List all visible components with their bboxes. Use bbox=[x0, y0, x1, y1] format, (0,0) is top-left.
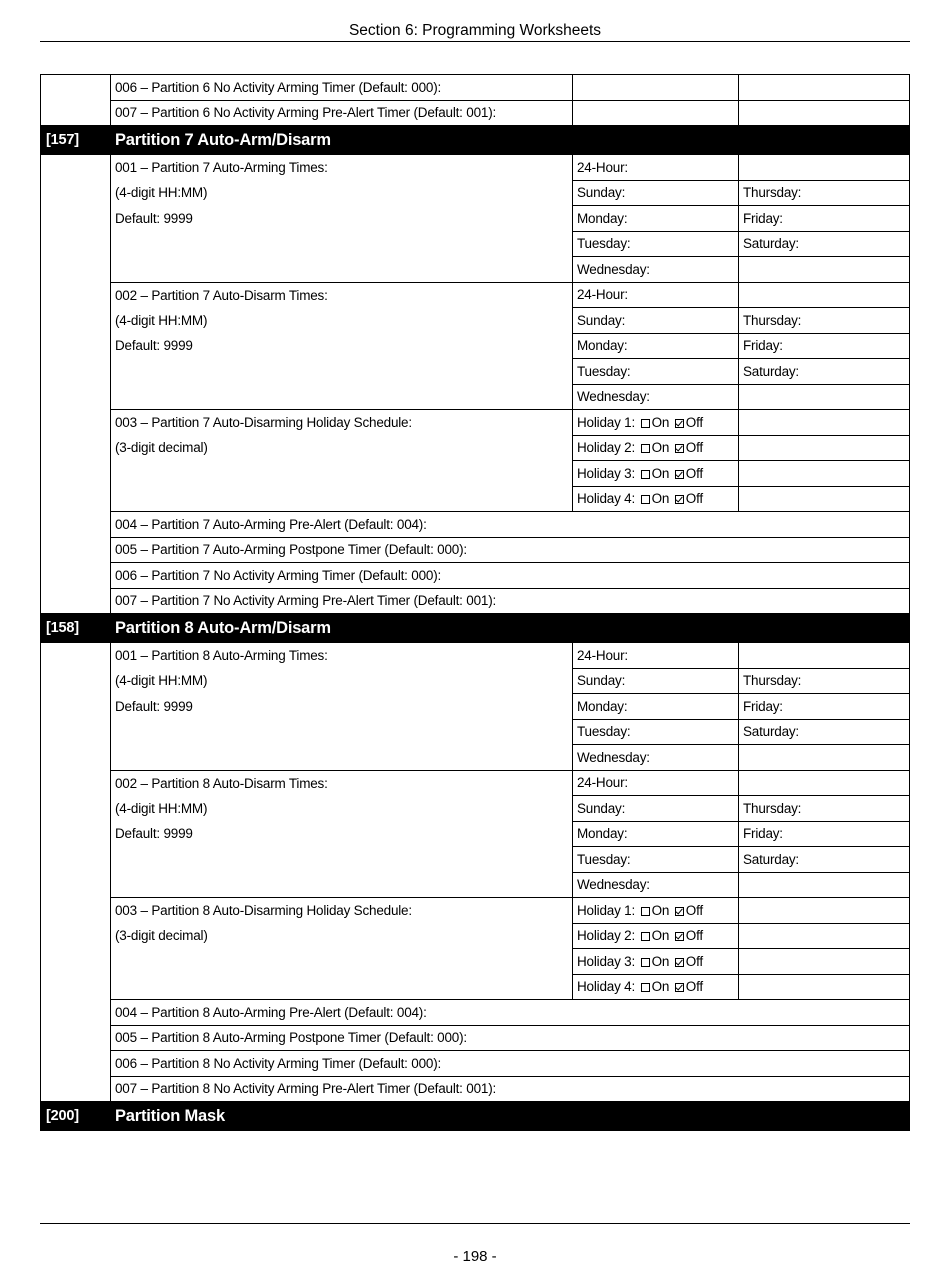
h24-field[interactable]: 24-Hour: bbox=[573, 155, 739, 181]
programming-worksheet-table bbox=[40, 74, 910, 1131]
friday-field[interactable]: Friday: bbox=[739, 821, 910, 847]
row-label: 007 – Partition 6 No Activity Arming Pre-Alert Timer (Default: 001): bbox=[111, 100, 573, 126]
section-code-cell bbox=[41, 872, 111, 898]
section-code-cell bbox=[41, 821, 111, 847]
section-code-cell bbox=[41, 588, 111, 614]
holiday-1-field[interactable] bbox=[573, 410, 739, 436]
tuesday-field[interactable]: Tuesday: bbox=[573, 359, 739, 385]
item-note bbox=[111, 974, 573, 1000]
monday-field[interactable]: Monday: bbox=[573, 206, 739, 232]
off-label: Off bbox=[685, 902, 703, 918]
wednesday-field[interactable]: Wednesday: bbox=[573, 257, 739, 283]
holiday-label: Holiday 1: bbox=[577, 414, 636, 430]
table-row bbox=[41, 588, 910, 614]
section-title: Partition 8 Auto-Arm/Disarm bbox=[111, 614, 910, 643]
row-label: 007 – Partition 7 No Activity Arming Pre-Alert Timer (Default: 001): bbox=[111, 588, 910, 614]
blank-field[interactable] bbox=[739, 770, 910, 796]
table-row bbox=[41, 643, 910, 669]
table-row bbox=[41, 745, 910, 771]
table-row bbox=[41, 231, 910, 257]
item-note: Default: 9999 bbox=[111, 206, 573, 232]
on-checkbox-icon[interactable] bbox=[641, 983, 650, 992]
monday-field[interactable]: Monday: bbox=[573, 821, 739, 847]
entry-field[interactable] bbox=[739, 486, 910, 512]
section-code-cell bbox=[41, 719, 111, 745]
page-header-title: Section 6: Programming Worksheets bbox=[348, 22, 602, 39]
holiday-label: Holiday 4: bbox=[577, 979, 636, 995]
item-note bbox=[111, 231, 573, 257]
off-label: Off bbox=[685, 979, 703, 995]
section-code-cell bbox=[41, 796, 111, 822]
section-code-cell bbox=[41, 1025, 111, 1051]
off-label: Off bbox=[685, 440, 703, 456]
h24-field[interactable]: 24-Hour: bbox=[573, 643, 739, 669]
table-row bbox=[41, 770, 910, 796]
item-note: (4-digit HH:MM) bbox=[111, 180, 573, 206]
h24-field[interactable]: 24-Hour: bbox=[573, 770, 739, 796]
section-header-row bbox=[41, 126, 910, 155]
table-row bbox=[41, 1025, 910, 1051]
entry-field[interactable] bbox=[739, 949, 910, 975]
section-code-cell bbox=[41, 384, 111, 410]
on-label: On bbox=[651, 953, 670, 969]
off-checkbox-checked-icon[interactable] bbox=[675, 444, 684, 453]
holiday-label: Holiday 3: bbox=[577, 953, 636, 969]
item-note: Default: 9999 bbox=[111, 333, 573, 359]
section-code-cell bbox=[41, 359, 111, 385]
off-checkbox-checked-icon[interactable] bbox=[675, 907, 684, 916]
table-row bbox=[41, 257, 910, 283]
item-label: 003 – Partition 7 Auto-Disarming Holiday Schedule: bbox=[111, 410, 573, 436]
off-label: Off bbox=[685, 491, 703, 507]
table-row bbox=[41, 796, 910, 822]
on-checkbox-icon[interactable] bbox=[641, 419, 650, 428]
item-note bbox=[111, 847, 573, 873]
wednesday-field[interactable]: Wednesday: bbox=[573, 745, 739, 771]
blank-field[interactable] bbox=[739, 384, 910, 410]
section-code-cell bbox=[41, 923, 111, 949]
item-label: 002 – Partition 8 Auto-Disarm Times: bbox=[111, 770, 573, 796]
item-label: 001 – Partition 8 Auto-Arming Times: bbox=[111, 643, 573, 669]
row-label: 004 – Partition 8 Auto-Arming Pre-Alert (Default: 004): bbox=[111, 1000, 910, 1026]
section-code-cell bbox=[41, 282, 111, 308]
holiday-4-field[interactable] bbox=[573, 974, 739, 1000]
section-code-cell bbox=[41, 1051, 111, 1077]
thursday-field[interactable]: Thursday: bbox=[739, 308, 910, 334]
thursday-field[interactable]: Thursday: bbox=[739, 668, 910, 694]
table-row bbox=[41, 410, 910, 436]
item-note bbox=[111, 384, 573, 410]
saturday-field[interactable]: Saturday: bbox=[739, 359, 910, 385]
on-checkbox-icon[interactable] bbox=[641, 932, 650, 941]
off-checkbox-checked-icon[interactable] bbox=[675, 932, 684, 941]
section-code-cell bbox=[41, 308, 111, 334]
table-row bbox=[41, 719, 910, 745]
friday-field[interactable]: Friday: bbox=[739, 694, 910, 720]
blank-field[interactable] bbox=[739, 872, 910, 898]
entry-field[interactable] bbox=[573, 100, 739, 126]
header-rule bbox=[40, 41, 910, 42]
blank-field[interactable] bbox=[739, 155, 910, 181]
on-label: On bbox=[651, 414, 670, 430]
section-code-cell bbox=[41, 770, 111, 796]
section-code-cell bbox=[41, 257, 111, 283]
table-row bbox=[41, 1076, 910, 1102]
on-checkbox-icon[interactable] bbox=[641, 444, 650, 453]
holiday-4-field[interactable] bbox=[573, 486, 739, 512]
table-row bbox=[41, 100, 910, 126]
footer-rule bbox=[40, 1223, 910, 1224]
holiday-label: Holiday 4: bbox=[577, 491, 636, 507]
table-row bbox=[41, 75, 910, 101]
section-header-row bbox=[41, 614, 910, 643]
section-code: [157] bbox=[41, 126, 111, 155]
tuesday-field[interactable]: Tuesday: bbox=[573, 719, 739, 745]
table-row bbox=[41, 847, 910, 873]
holiday-label: Holiday 1: bbox=[577, 902, 636, 918]
on-label: On bbox=[651, 979, 670, 995]
item-note: Default: 9999 bbox=[111, 694, 573, 720]
section-code-cell bbox=[41, 155, 111, 181]
section-code-cell bbox=[41, 75, 111, 101]
table-row bbox=[41, 512, 910, 538]
row-label: 004 – Partition 7 Auto-Arming Pre-Alert (Default: 004): bbox=[111, 512, 910, 538]
entry-field[interactable] bbox=[739, 410, 910, 436]
blank-field[interactable] bbox=[739, 745, 910, 771]
section-code-cell bbox=[41, 180, 111, 206]
sunday-field[interactable]: Sunday: bbox=[573, 796, 739, 822]
blank-field[interactable] bbox=[739, 643, 910, 669]
table-row bbox=[41, 668, 910, 694]
item-note bbox=[111, 486, 573, 512]
holiday-1-field[interactable] bbox=[573, 898, 739, 924]
section-code-cell bbox=[41, 206, 111, 232]
entry-field[interactable] bbox=[739, 75, 910, 101]
table-row bbox=[41, 155, 910, 181]
row-label: 007 – Partition 8 No Activity Arming Pre-Alert Timer (Default: 001): bbox=[111, 1076, 910, 1102]
table-row bbox=[41, 384, 910, 410]
item-note: (4-digit HH:MM) bbox=[111, 308, 573, 334]
item-note bbox=[111, 745, 573, 771]
entry-field[interactable] bbox=[739, 461, 910, 487]
table-row bbox=[41, 974, 910, 1000]
holiday-3-field[interactable] bbox=[573, 949, 739, 975]
section-code-cell bbox=[41, 847, 111, 873]
on-label: On bbox=[651, 440, 670, 456]
h24-field[interactable]: 24-Hour: bbox=[573, 282, 739, 308]
entry-field[interactable] bbox=[739, 923, 910, 949]
off-label: Off bbox=[685, 928, 703, 944]
table-row bbox=[41, 898, 910, 924]
item-note: Default: 9999 bbox=[111, 821, 573, 847]
off-label: Off bbox=[685, 953, 703, 969]
item-note bbox=[111, 872, 573, 898]
section-code-cell bbox=[41, 512, 111, 538]
friday-field[interactable]: Friday: bbox=[739, 333, 910, 359]
section-code-cell bbox=[41, 410, 111, 436]
item-note bbox=[111, 461, 573, 487]
section-header-row bbox=[41, 1102, 910, 1131]
friday-field[interactable]: Friday: bbox=[739, 206, 910, 232]
entry-field[interactable] bbox=[573, 75, 739, 101]
section-code-cell bbox=[41, 333, 111, 359]
table-row bbox=[41, 333, 910, 359]
section-code-cell bbox=[41, 949, 111, 975]
on-checkbox-icon[interactable] bbox=[641, 495, 650, 504]
section-code-cell bbox=[41, 643, 111, 669]
section-title: Partition 7 Auto-Arm/Disarm bbox=[111, 126, 910, 155]
table-row bbox=[41, 872, 910, 898]
section-code-cell bbox=[41, 1000, 111, 1026]
item-note: (4-digit HH:MM) bbox=[111, 796, 573, 822]
table-row bbox=[41, 694, 910, 720]
table-row bbox=[41, 563, 910, 589]
table-row bbox=[41, 949, 910, 975]
entry-field[interactable] bbox=[739, 898, 910, 924]
tuesday-field[interactable]: Tuesday: bbox=[573, 231, 739, 257]
section-code-cell bbox=[41, 486, 111, 512]
saturday-field[interactable]: Saturday: bbox=[739, 231, 910, 257]
item-label: 003 – Partition 8 Auto-Disarming Holiday Schedule: bbox=[111, 898, 573, 924]
table-row bbox=[41, 1051, 910, 1077]
section-code-cell bbox=[41, 231, 111, 257]
section-code-cell bbox=[41, 537, 111, 563]
section-code-cell bbox=[41, 563, 111, 589]
sunday-field[interactable]: Sunday: bbox=[573, 668, 739, 694]
item-note bbox=[111, 719, 573, 745]
item-note bbox=[111, 359, 573, 385]
section-code-cell bbox=[41, 461, 111, 487]
section-code: [158] bbox=[41, 614, 111, 643]
row-label: 006 – Partition 7 No Activity Arming Timer (Default: 000): bbox=[111, 563, 910, 589]
holiday-2-field[interactable] bbox=[573, 435, 739, 461]
item-note: (3-digit decimal) bbox=[111, 923, 573, 949]
on-label: On bbox=[651, 465, 670, 481]
monday-field[interactable]: Monday: bbox=[573, 333, 739, 359]
table-row bbox=[41, 435, 910, 461]
saturday-field[interactable]: Saturday: bbox=[739, 847, 910, 873]
section-code-cell bbox=[41, 745, 111, 771]
tuesday-field[interactable]: Tuesday: bbox=[573, 847, 739, 873]
table-row bbox=[41, 359, 910, 385]
item-note bbox=[111, 949, 573, 975]
on-checkbox-icon[interactable] bbox=[641, 958, 650, 967]
row-label: 005 – Partition 8 Auto-Arming Postpone Timer (Default: 000): bbox=[111, 1025, 910, 1051]
table-row bbox=[41, 537, 910, 563]
section-code-cell bbox=[41, 435, 111, 461]
item-note: (4-digit HH:MM) bbox=[111, 668, 573, 694]
row-label: 005 – Partition 7 Auto-Arming Postpone Timer (Default: 000): bbox=[111, 537, 910, 563]
section-code-cell bbox=[41, 898, 111, 924]
sunday-field[interactable]: Sunday: bbox=[573, 308, 739, 334]
on-checkbox-icon[interactable] bbox=[641, 470, 650, 479]
off-label: Off bbox=[685, 465, 703, 481]
entry-field[interactable] bbox=[739, 100, 910, 126]
section-code-cell bbox=[41, 974, 111, 1000]
saturday-field[interactable]: Saturday: bbox=[739, 719, 910, 745]
table-row bbox=[41, 923, 910, 949]
entry-field[interactable] bbox=[739, 435, 910, 461]
item-label: 002 – Partition 7 Auto-Disarm Times: bbox=[111, 282, 573, 308]
row-label: 006 – Partition 8 No Activity Arming Timer (Default: 000): bbox=[111, 1051, 910, 1077]
table-row bbox=[41, 180, 910, 206]
thursday-field[interactable]: Thursday: bbox=[739, 796, 910, 822]
off-checkbox-checked-icon[interactable] bbox=[675, 495, 684, 504]
off-checkbox-checked-icon[interactable] bbox=[675, 470, 684, 479]
table-row bbox=[41, 486, 910, 512]
off-label: Off bbox=[685, 414, 703, 430]
section-code-cell bbox=[41, 668, 111, 694]
wednesday-field[interactable]: Wednesday: bbox=[573, 384, 739, 410]
holiday-label: Holiday 2: bbox=[577, 440, 636, 456]
holiday-label: Holiday 3: bbox=[577, 465, 636, 481]
table-row bbox=[41, 282, 910, 308]
section-code-cell bbox=[41, 1076, 111, 1102]
on-label: On bbox=[651, 902, 670, 918]
section-title: Partition Mask bbox=[111, 1102, 910, 1131]
blank-field[interactable] bbox=[739, 257, 910, 283]
holiday-label: Holiday 2: bbox=[577, 928, 636, 944]
wednesday-field[interactable]: Wednesday: bbox=[573, 872, 739, 898]
blank-field[interactable] bbox=[739, 282, 910, 308]
off-checkbox-checked-icon[interactable] bbox=[675, 958, 684, 967]
entry-field[interactable] bbox=[739, 974, 910, 1000]
item-note: (3-digit decimal) bbox=[111, 435, 573, 461]
off-checkbox-checked-icon[interactable] bbox=[675, 419, 684, 428]
section-code-cell bbox=[41, 100, 111, 126]
on-checkbox-icon[interactable] bbox=[641, 907, 650, 916]
table-row bbox=[41, 1000, 910, 1026]
item-label: 001 – Partition 7 Auto-Arming Times: bbox=[111, 155, 573, 181]
holiday-2-field[interactable] bbox=[573, 923, 739, 949]
section-code-cell bbox=[41, 694, 111, 720]
table-row bbox=[41, 821, 910, 847]
page-number: - 198 - bbox=[453, 1248, 497, 1265]
off-checkbox-checked-icon[interactable] bbox=[675, 983, 684, 992]
sunday-field[interactable]: Sunday: bbox=[573, 180, 739, 206]
section-code: [200] bbox=[41, 1102, 111, 1131]
thursday-field[interactable]: Thursday: bbox=[739, 180, 910, 206]
item-note bbox=[111, 257, 573, 283]
table-row bbox=[41, 308, 910, 334]
table-row bbox=[41, 206, 910, 232]
on-label: On bbox=[651, 928, 670, 944]
row-label: 006 – Partition 6 No Activity Arming Timer (Default: 000): bbox=[111, 75, 573, 101]
monday-field[interactable]: Monday: bbox=[573, 694, 739, 720]
holiday-3-field[interactable] bbox=[573, 461, 739, 487]
table-row bbox=[41, 461, 910, 487]
on-label: On bbox=[651, 491, 670, 507]
